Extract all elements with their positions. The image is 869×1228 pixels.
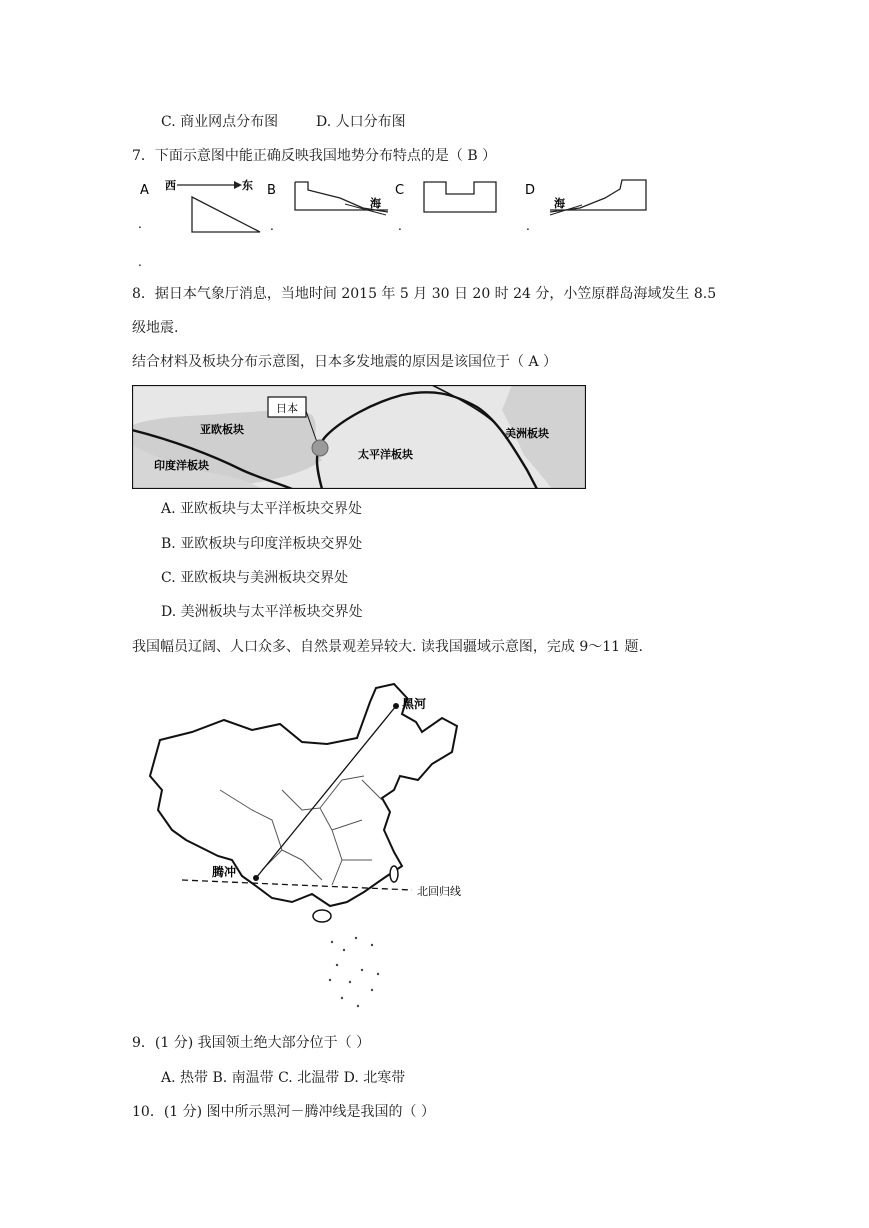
south-sea-islands [329, 937, 379, 1007]
q8-stem-1: 8．据日本气象厅消息，当地时间 2015 年 5 月 30 日 20 时 24 分，小笠原群岛海域发生 8.5 [132, 286, 717, 302]
japan-label: 日本 [276, 402, 298, 415]
label-a: A [140, 183, 149, 198]
label-b: B [267, 183, 276, 198]
tengchong-point [253, 875, 259, 881]
q8-option-d: D. 美洲板块与太平洋板块交界处 [161, 604, 363, 620]
q8-option-a: A. 亚欧板块与太平洋板块交界处 [161, 501, 363, 517]
q8-stem-2: 级地震. [132, 320, 179, 336]
label-d: D [525, 183, 536, 198]
q10-stem: 10．(1 分) 图中所示黑河－腾冲线是我国的（ ） [132, 1104, 435, 1120]
dot-b: . [270, 219, 274, 233]
terrain-a-shape [192, 197, 260, 232]
q6-option-d: D. 人口分布图 [316, 114, 406, 130]
heihe-label: 黑河 [402, 697, 427, 711]
q6-option-c: C. 商业网点分布图 [161, 114, 279, 130]
tengchong-label: 腾冲 [212, 865, 237, 879]
q9-options: A. 热带 B. 南温带 C. 北温带 D. 北寒带 [161, 1070, 406, 1086]
epicenter-marker [312, 440, 328, 456]
dot-d: . [526, 219, 530, 233]
dot-c: . [398, 219, 402, 233]
west-label: 西 [165, 179, 176, 192]
sea-d-label: 海 [554, 197, 565, 210]
q7-stem: 7．下面示意图中能正确反映我国地势分布特点的是（ B ） [132, 148, 497, 164]
china-map [132, 680, 472, 1020]
plate-map [132, 385, 586, 489]
terrain-diagrams [130, 172, 650, 272]
dot-extra: . [138, 255, 142, 269]
american-label: 美洲板块 [505, 427, 549, 440]
pacific-label: 太平洋板块 [358, 448, 413, 461]
hainan-island [313, 910, 331, 922]
intro-text: 我国幅员辽阔、人口众多、自然景观差异较大. 读我国疆域示意图，完成 9～11 题. [132, 639, 643, 655]
tropic-label: 北回归线 [417, 885, 461, 898]
indian-label: 印度洋板块 [154, 459, 209, 472]
q9-stem: 9．(1 分) 我国领土绝大部分位于（ ） [132, 1035, 371, 1051]
arrow-head-icon [234, 181, 242, 189]
q8-option-c: C. 亚欧板块与美洲板块交界处 [161, 570, 349, 586]
dot-a: . [138, 217, 142, 231]
label-c: C [395, 183, 405, 198]
china-outline [150, 684, 457, 906]
taiwan-island [390, 866, 398, 882]
terrain-c-shape [424, 182, 496, 212]
sea-b-label: 海 [370, 197, 381, 210]
east-label: 东 [242, 179, 253, 192]
heihe-point [393, 703, 399, 709]
eurasian-label: 亚欧板块 [200, 423, 244, 436]
q8-stem-3: 结合材料及板块分布示意图，日本多发地震的原因是该国位于（ A ） [132, 354, 558, 370]
q8-option-b: B. 亚欧板块与印度洋板块交界处 [161, 536, 363, 552]
